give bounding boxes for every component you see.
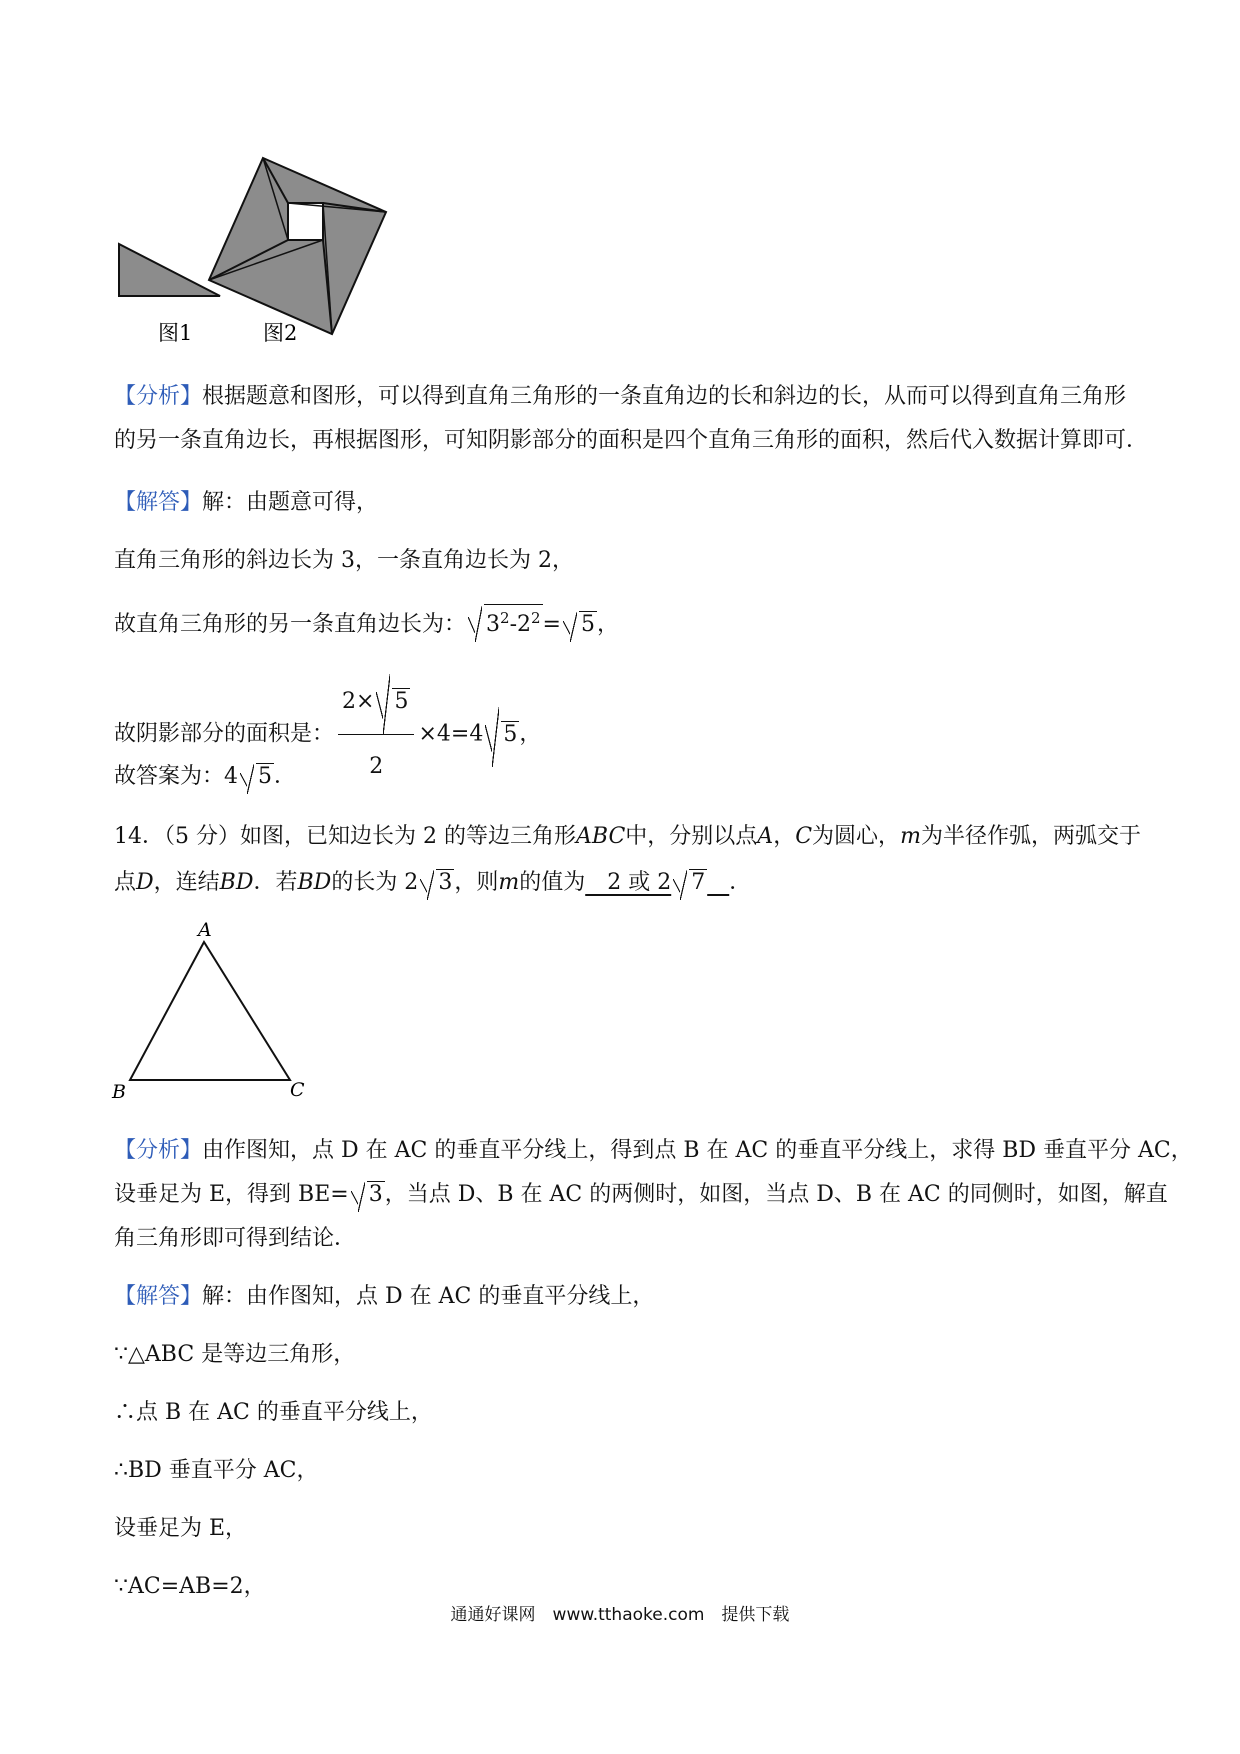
radical: 3 <box>351 1180 385 1210</box>
radical: 5 <box>485 705 519 765</box>
q14-analysis-line1: 【分析】由作图知，点 D 在 AC 的垂直平分线上，得到点 B 在 AC 的垂直平分线上，求得 BD 垂直平分 AC， <box>114 1138 1193 1163</box>
figure-1-2 <box>100 150 400 360</box>
vertex-c-label: C <box>290 1079 305 1100</box>
q13-analysis-tag: 【分析】 <box>114 384 203 409</box>
q14-answer-blank: 2 或 2 7 <box>585 870 729 895</box>
page-footer: 通通好课网 www.tthaoke.com 提供下载 <box>450 1605 790 1625</box>
q14-step-4: ∴BD 垂直平分 AC， <box>114 1458 319 1483</box>
q14-step-5: 设垂足为 E， <box>114 1516 248 1541</box>
figure1-triangle <box>119 244 220 296</box>
q13-answer-intro: 【解答】解：由题意可得， <box>114 490 379 515</box>
radical: 3 <box>420 868 454 898</box>
q14-analysis-tag: 【分析】 <box>114 1138 203 1163</box>
figure2-outer-square <box>209 158 386 334</box>
vertex-a-label: A <box>198 920 212 941</box>
radical: 5 <box>563 610 597 640</box>
q14-line2: 点D，连结BD．若BD的长为 2 3，则m的值为 2 或 2 7 ． <box>114 868 751 898</box>
figure2-caption: 图2 <box>263 321 298 345</box>
q13-step3: 故阴影部分的面积是： $\frac{2\times 5}{2}$ ×4=4 5， <box>114 672 541 797</box>
radical: $3^2-2^2$ <box>468 604 543 640</box>
q13-answer-tag: 【解答】 <box>114 490 203 515</box>
q14-step-3: ∴点 B 在 AC 的垂直平分线上， <box>114 1400 433 1425</box>
q14-line1: 14．（5 分）如图，已知边长为 2 的等边三角形ABC中，分别以点A，C为圆心，m为半径作弧，两弧交于 <box>114 824 1141 849</box>
triangle-abc-figure <box>100 920 320 1100</box>
q13-step2: 故直角三角形的另一条直角边长为： $3^2-2^2= 5$， <box>114 604 619 640</box>
q14-answer-tag: 【解答】 <box>114 1284 203 1309</box>
radical: 5 <box>240 762 274 792</box>
q13-analysis-line2: 的另一条直角边长，再根据图形，可知阴影部分的面积是四个直角三角形的面积，然后代入数据计算即可． <box>114 428 1149 453</box>
fraction: $\frac{2\times 5}{2}$ <box>338 672 414 797</box>
vertex-b-label: B <box>112 1081 126 1100</box>
q14-answer-line1: 【解答】解：由作图知，点 D 在 AC 的垂直平分线上， <box>114 1284 655 1309</box>
q13-analysis-line1: 【分析】根据题意和图形，可以得到直角三角形的一条直角边的长和斜边的长，从而可以得到直角三角形 <box>114 384 1127 409</box>
q14-step-6: ∵AC=AB=2， <box>114 1574 266 1599</box>
q14-analysis-line2: 设垂足为 E，得到 BE= 3，当点 D、B 在 AC 的两侧时，如图，当点 D、B 在 AC 的同侧时，如图，解直 <box>114 1180 1168 1210</box>
q14-step-2: ∵△ABC 是等边三角形， <box>114 1342 356 1367</box>
q13-final: 故答案为：4 5． <box>114 762 296 792</box>
q14-analysis-line3: 角三角形即可得到结论． <box>114 1226 357 1251</box>
figure2-inner-square <box>288 203 323 240</box>
q13-step1: 直角三角形的斜边长为 3，一条直角边长为 2， <box>114 548 574 573</box>
figure1-caption: 图1 <box>158 321 193 345</box>
